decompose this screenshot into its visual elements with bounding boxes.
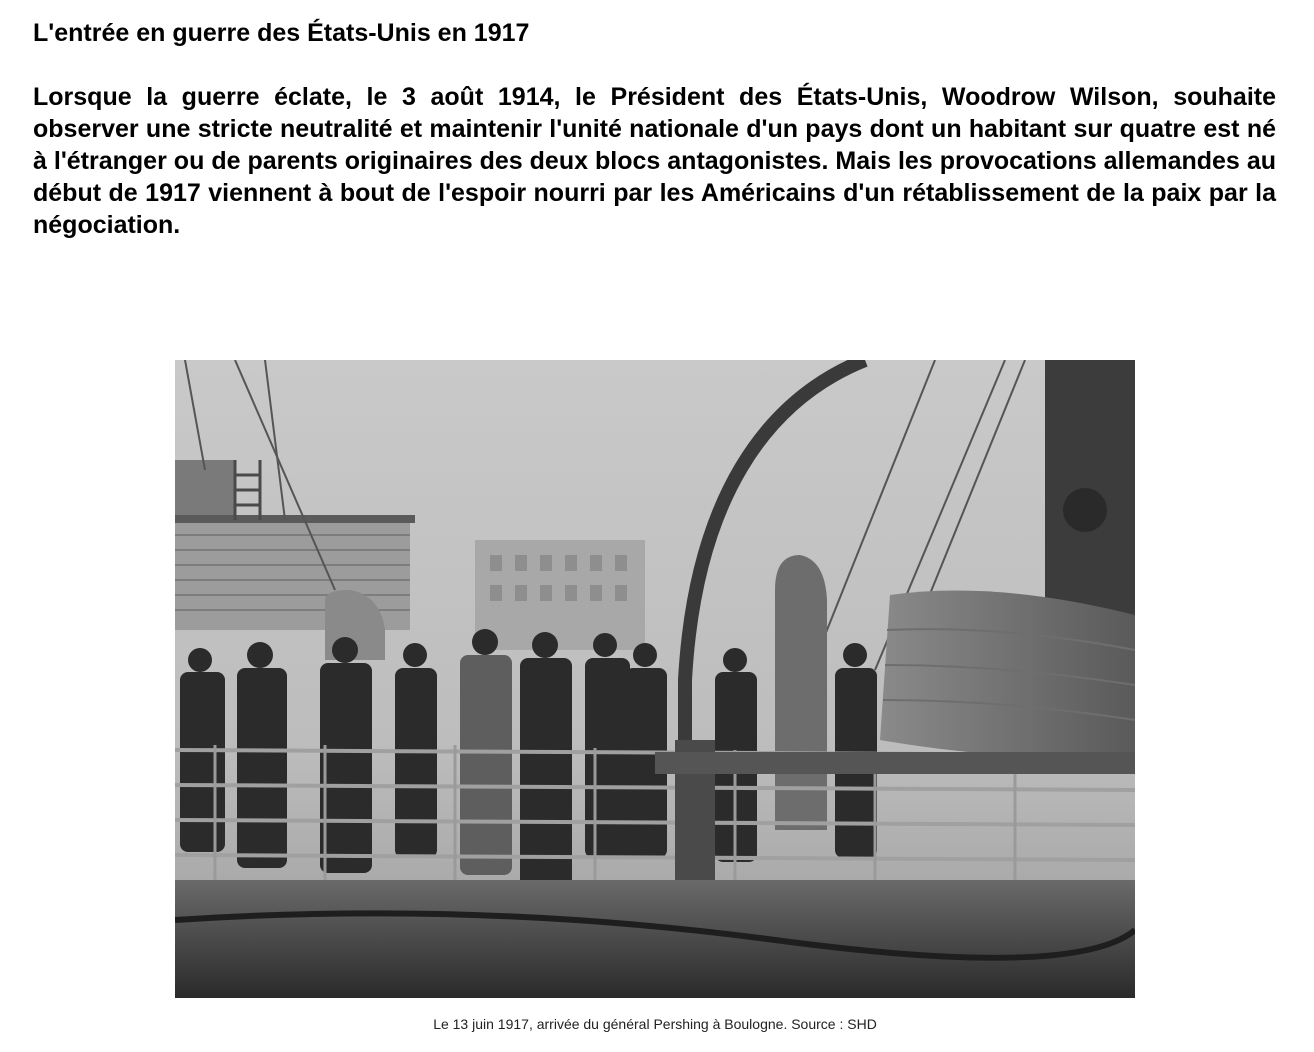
historical-photo [175,360,1135,998]
intro-paragraph: Lorsque la guerre éclate, le 3 août 1914, le Président des États-Unis, Woodrow Wilson, souhaite observer une stricte neutralité et maintenir l'unité nationale d'un pays dont un habitant sur quatre est né à l'étranger ou de parents originaires des deux blocs antagonistes. Mais les provocations allemandes au début de 1917 viennent à bout de l'espoir nourri par les Américains d'un rétablissement de la paix par la négociation. [33,83,1276,239]
page-title: L'entrée en guerre des États-Unis en 1917 [33,19,530,47]
photo-illustration [175,360,1135,998]
photo-caption: Le 13 juin 1917, arrivée du général Pershing à Boulogne. Source : SHD [433,1016,877,1032]
